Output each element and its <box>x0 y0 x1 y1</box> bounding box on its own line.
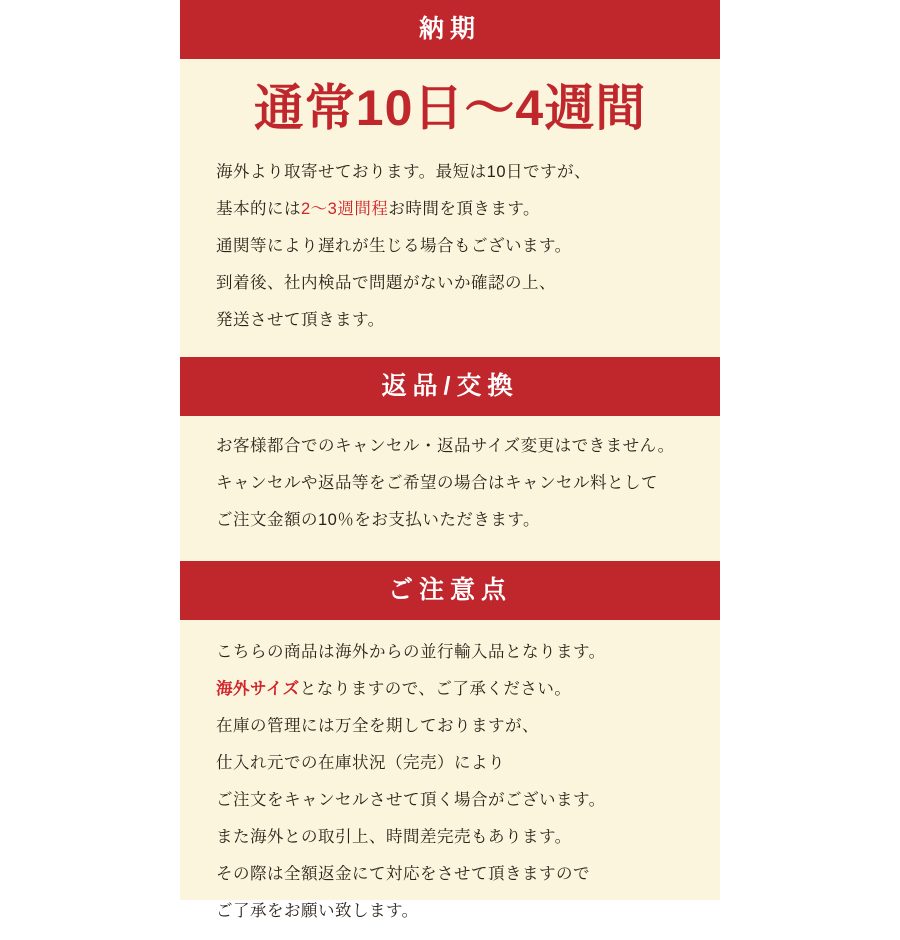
text-run: お客様都合でのキャンセル・返品サイズ変更はできません。 <box>216 437 675 455</box>
info-panel <box>180 0 720 920</box>
returns-line-3 <box>216 502 720 539</box>
text-run: 海外より取寄せております。最短は10日ですが、 <box>216 163 592 181</box>
delivery-line-5 <box>216 302 720 339</box>
returns-line-1 <box>216 428 720 465</box>
text-run: ご了承をお願い致します。 <box>216 902 419 920</box>
text-run: 仕入れ元での在庫状況（完売）により <box>216 754 505 772</box>
text-run: 基本的には <box>216 200 301 218</box>
text-run: 在庫の管理には万全を期しておりますが、 <box>216 717 539 735</box>
notes-line-8 <box>216 893 720 930</box>
section-heading-returns: 返品/交換 <box>180 357 720 416</box>
notes-line-2 <box>216 671 720 708</box>
text-run: 到着後、社内検品で問題がないか確認の上、 <box>216 274 556 292</box>
notes-line-1 <box>216 634 720 671</box>
delivery-hero-text: 通常10日〜4週間 <box>253 80 647 136</box>
notes-line-6 <box>216 819 720 856</box>
text-run: ご注文金額の10％をお支払いただきます。 <box>216 511 541 529</box>
notes-line-7 <box>216 856 720 893</box>
notes-line-4 <box>216 745 720 782</box>
delivery-body <box>180 148 720 357</box>
notes-line-5 <box>216 782 720 819</box>
returns-body <box>180 416 720 561</box>
notes-body <box>180 620 720 940</box>
returns-line-2 <box>216 465 720 502</box>
delivery-line-4 <box>216 265 720 302</box>
text-run: お時間を頂きます。 <box>388 200 541 218</box>
section-heading-delivery: 納期 <box>180 0 720 59</box>
text-run-accent: 2〜3週間程 <box>301 200 389 218</box>
text-run: こちらの商品は海外からの並行輸入品となります。 <box>216 643 606 661</box>
text-run: 通関等により遅れが生じる場合もございます。 <box>216 237 572 255</box>
section-heading-notes: ご注意点 <box>180 561 720 620</box>
text-run: また海外との取引上、時間差完売もあります。 <box>216 828 572 846</box>
text-run: ご注文をキャンセルさせて頂く場合がございます。 <box>216 791 606 809</box>
delivery-line-3 <box>216 228 720 265</box>
text-run: その際は全額返金にて対応をさせて頂きますので <box>216 865 590 883</box>
text-run: 発送させて頂きます。 <box>216 311 385 329</box>
text-run: キャンセルや返品等をご希望の場合はキャンセル料として <box>216 474 658 492</box>
text-run: となりますので、ご了承ください。 <box>299 680 572 698</box>
notes-line-3 <box>216 708 720 745</box>
text-run-accent: 海外サイズ <box>216 680 300 698</box>
delivery-line-2 <box>216 191 720 228</box>
delivery-line-1 <box>216 154 720 191</box>
